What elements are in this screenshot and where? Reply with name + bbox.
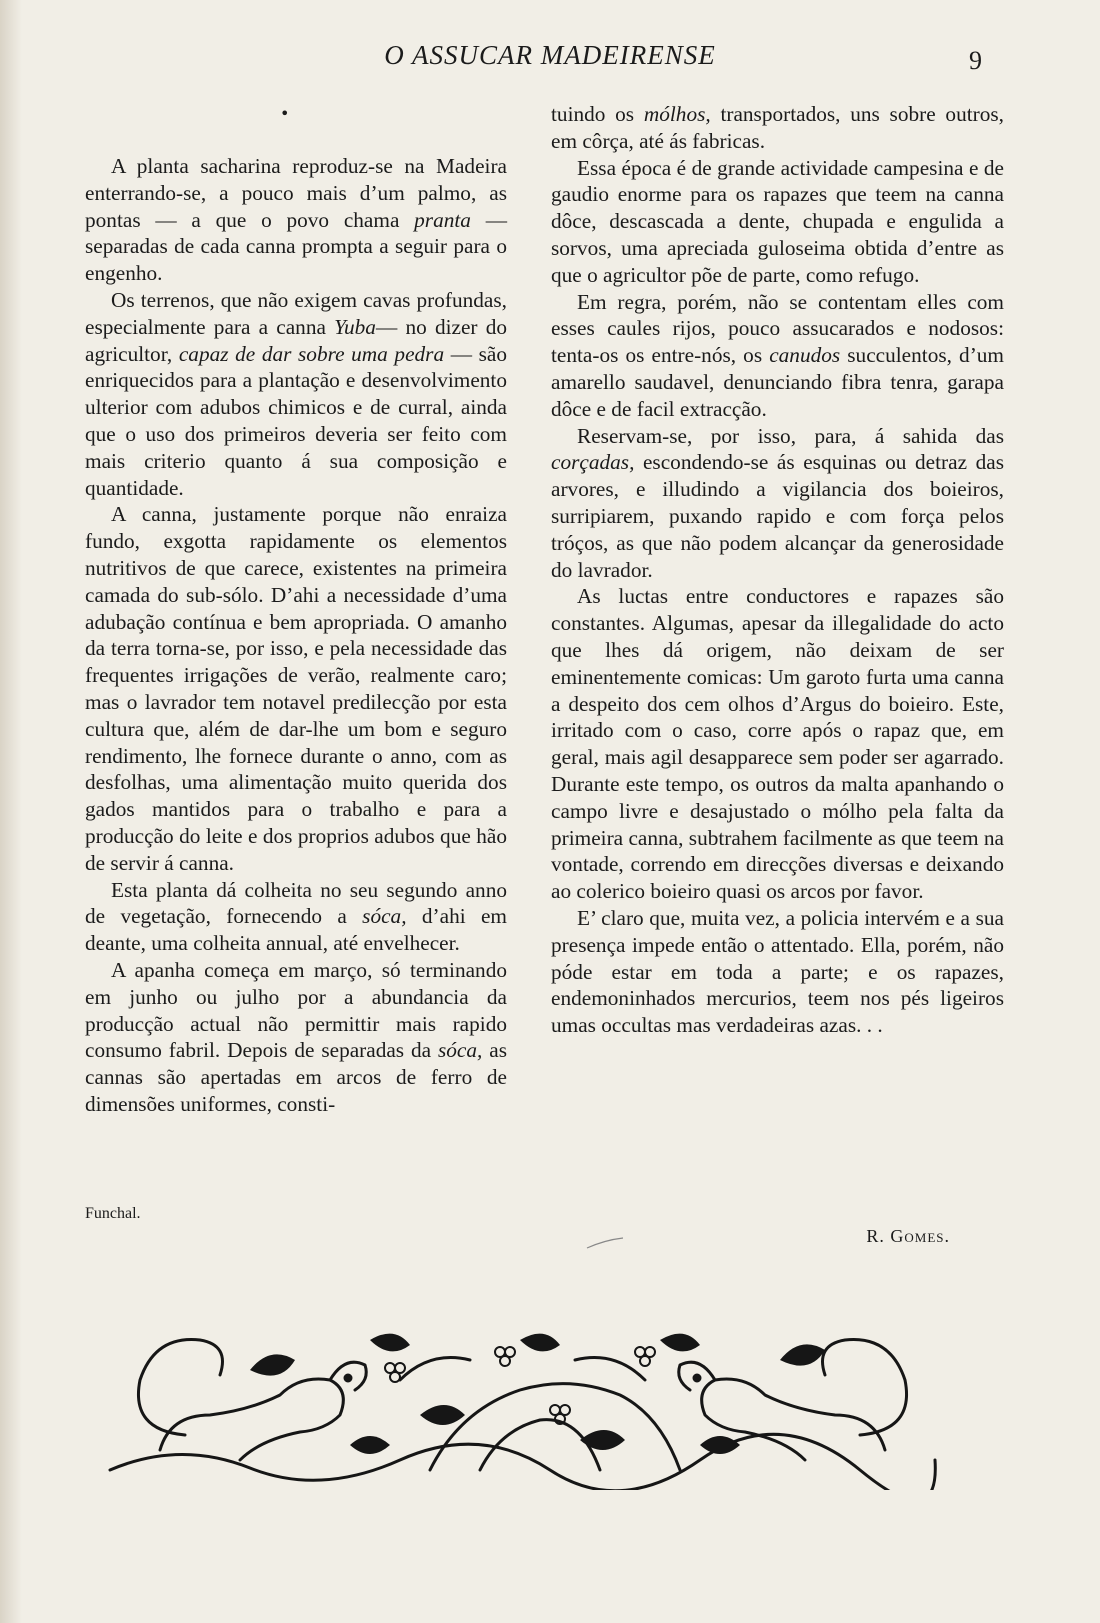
text-run: — no dizer do agricultor, [85,314,507,366]
paragraph [85,877,507,957]
paragraph [551,289,1004,423]
running-title: O ASSUCAR MADEIRENSE [384,40,716,70]
italic-term: capaz de dar sobre uma pedra [178,341,445,366]
text-run: Reservam-se, por isso, para, á sahida das [577,423,1004,448]
paragraph [551,101,1004,155]
text-run: A canna, justamente porque não enraiza fundo, exgotta rapidamente os elementos nutritivos de que carece, existentes na primeira camada do sub-sólo. D’ahi a necessidade d’uma adubação contínua e bem apropriada. O amanho da terra torna-se, por isso, e pela necessidade das frequentes irrigações de verão, realmente caro; mas o lavrador tem notavel predilecção por esta cultura que, além de dar-lhe um bom e seguro rendimento, lhe fornece durante o anno, com as desfolhas, uma alimentação muito querida dos gados mantidos para o trabalho e para a producção do leite e dos proprios adubos que hão de servir á canna. [85,502,507,875]
italic-term: canudos [769,343,841,368]
text-run: succulentos, d’um amarello saudavel, denunciando fibra tenra, garapa dôce e de facil extracção. [551,343,1004,421]
italic-term: Yuba [334,314,376,339]
right-column [551,101,1004,1039]
italic-term: pranta [414,207,471,232]
author-signature: R. Gomes. [866,1226,950,1246]
text-run: As luctas entre conductores e rapazes são constantes. Algumas, apesar da illegalidade do acto que lhes dá origem, não deixam de ser eminentemente comicas: Um garoto furta uma canna a despeito dos cem olhos d’Argus do boieiro. Este, irritado com o caso, corre após o rapaz que, em geral, mais agil desapparece sem poder ser agarrado. Durante este tempo, os outros da malta apanhando o campo livre e desajustado o mólho pela falta da primeira canna, subtrahem facilmente as que teem na vontade, correndo em direcções diversas e deixando ao colerico boieiro quasi os arcos por favor. [551,584,1004,904]
text-run: E’ claro que, muita vez, a policia intervém e a sua presença impede então o attentado. Ella, porém, não póde estar em toda a parte; e os rapazes, endemoninhados mercurios, teem nos pés ligeiros umas occultas mas verdadeiras azas. . . [551,905,1004,1038]
paragraph [551,905,1004,1039]
italic-term: sóca, [437,1038,483,1063]
text-run: as cannas são apertadas em arcos de ferro de dimensões uniformes, consti- [85,1038,507,1116]
text-run: Esta planta dá colheita no seu segundo anno de vegetação, fornecendo a [85,877,507,929]
text-run: transportados, uns sobre outros, em côrça, até ás fabricas. [551,102,1004,153]
text-run: Em regra, porém, não se contentam elles com esses caules rijos, pouco assucarados e nodosos: tenta-os os entre-nós, os [551,289,1004,368]
text-run: A apanha começa em março, só terminando em junho ou julho por a abundancia da producção actual não permittir mais rapido consumo fabril. Depois de separadas da [85,957,507,1063]
lions-vine-frieze-icon [100,1320,945,1490]
italic-term: sóca, [362,904,407,929]
text-run: escondendo-se ás esquinas ou detraz das arvores, e illudindo a vigilancia dos boieiros, surripiarem, puxando rapido e com força pelos tróços, as que não podem alcançar da generosidade do lavrador. [551,450,1004,582]
page-edge [0,0,22,1623]
paragraph [85,957,507,1118]
text-run: Essa época é de grande actividade campesina e de gaudio enorme para os rapazes que teem na canna dôce, descascada a dente, chupada e engulida a sorvos, uma apreciada guloseima obtida d’entre as que o agricultor põe de parte, como refugo. [551,155,1004,287]
text-run: d’ahi em deante, uma colheita annual, até envelhecer. [85,904,507,956]
text-run: A planta sacharina reproduz-se na Madeira enterrando-se, a pouco mais d’um palmo, as pontas — a que o povo chama [85,154,507,232]
paragraph [85,287,507,501]
paragraph [85,153,507,287]
text-run: —separadas de cada canna prompta a seguir para o engenho. [85,207,507,286]
text-run: Os terrenos, que não exigem cavas profundas, especialmente para a canna [85,287,507,339]
text-run: — são enriquecidos para a plantação e desenvolvimento ulterior com adubos chimicos e de curral, ainda que o uso dos primeiros deveria ser feito com mais criterio quanto á sua composição e quantidade. [85,341,507,500]
text-run: tuindo os [551,102,644,126]
paragraph [551,155,1004,289]
paragraph [85,501,507,876]
paragraph [551,423,1004,584]
italic-term: corçadas, [551,450,635,475]
place-line: Funchal. [85,1205,141,1222]
section-ornament: • [280,104,290,123]
left-column [85,153,507,1118]
pen-stroke-mark [585,1236,625,1252]
paragraph [551,583,1004,905]
page-number: 9 [969,46,982,75]
italic-term: mólhos, [643,102,711,126]
